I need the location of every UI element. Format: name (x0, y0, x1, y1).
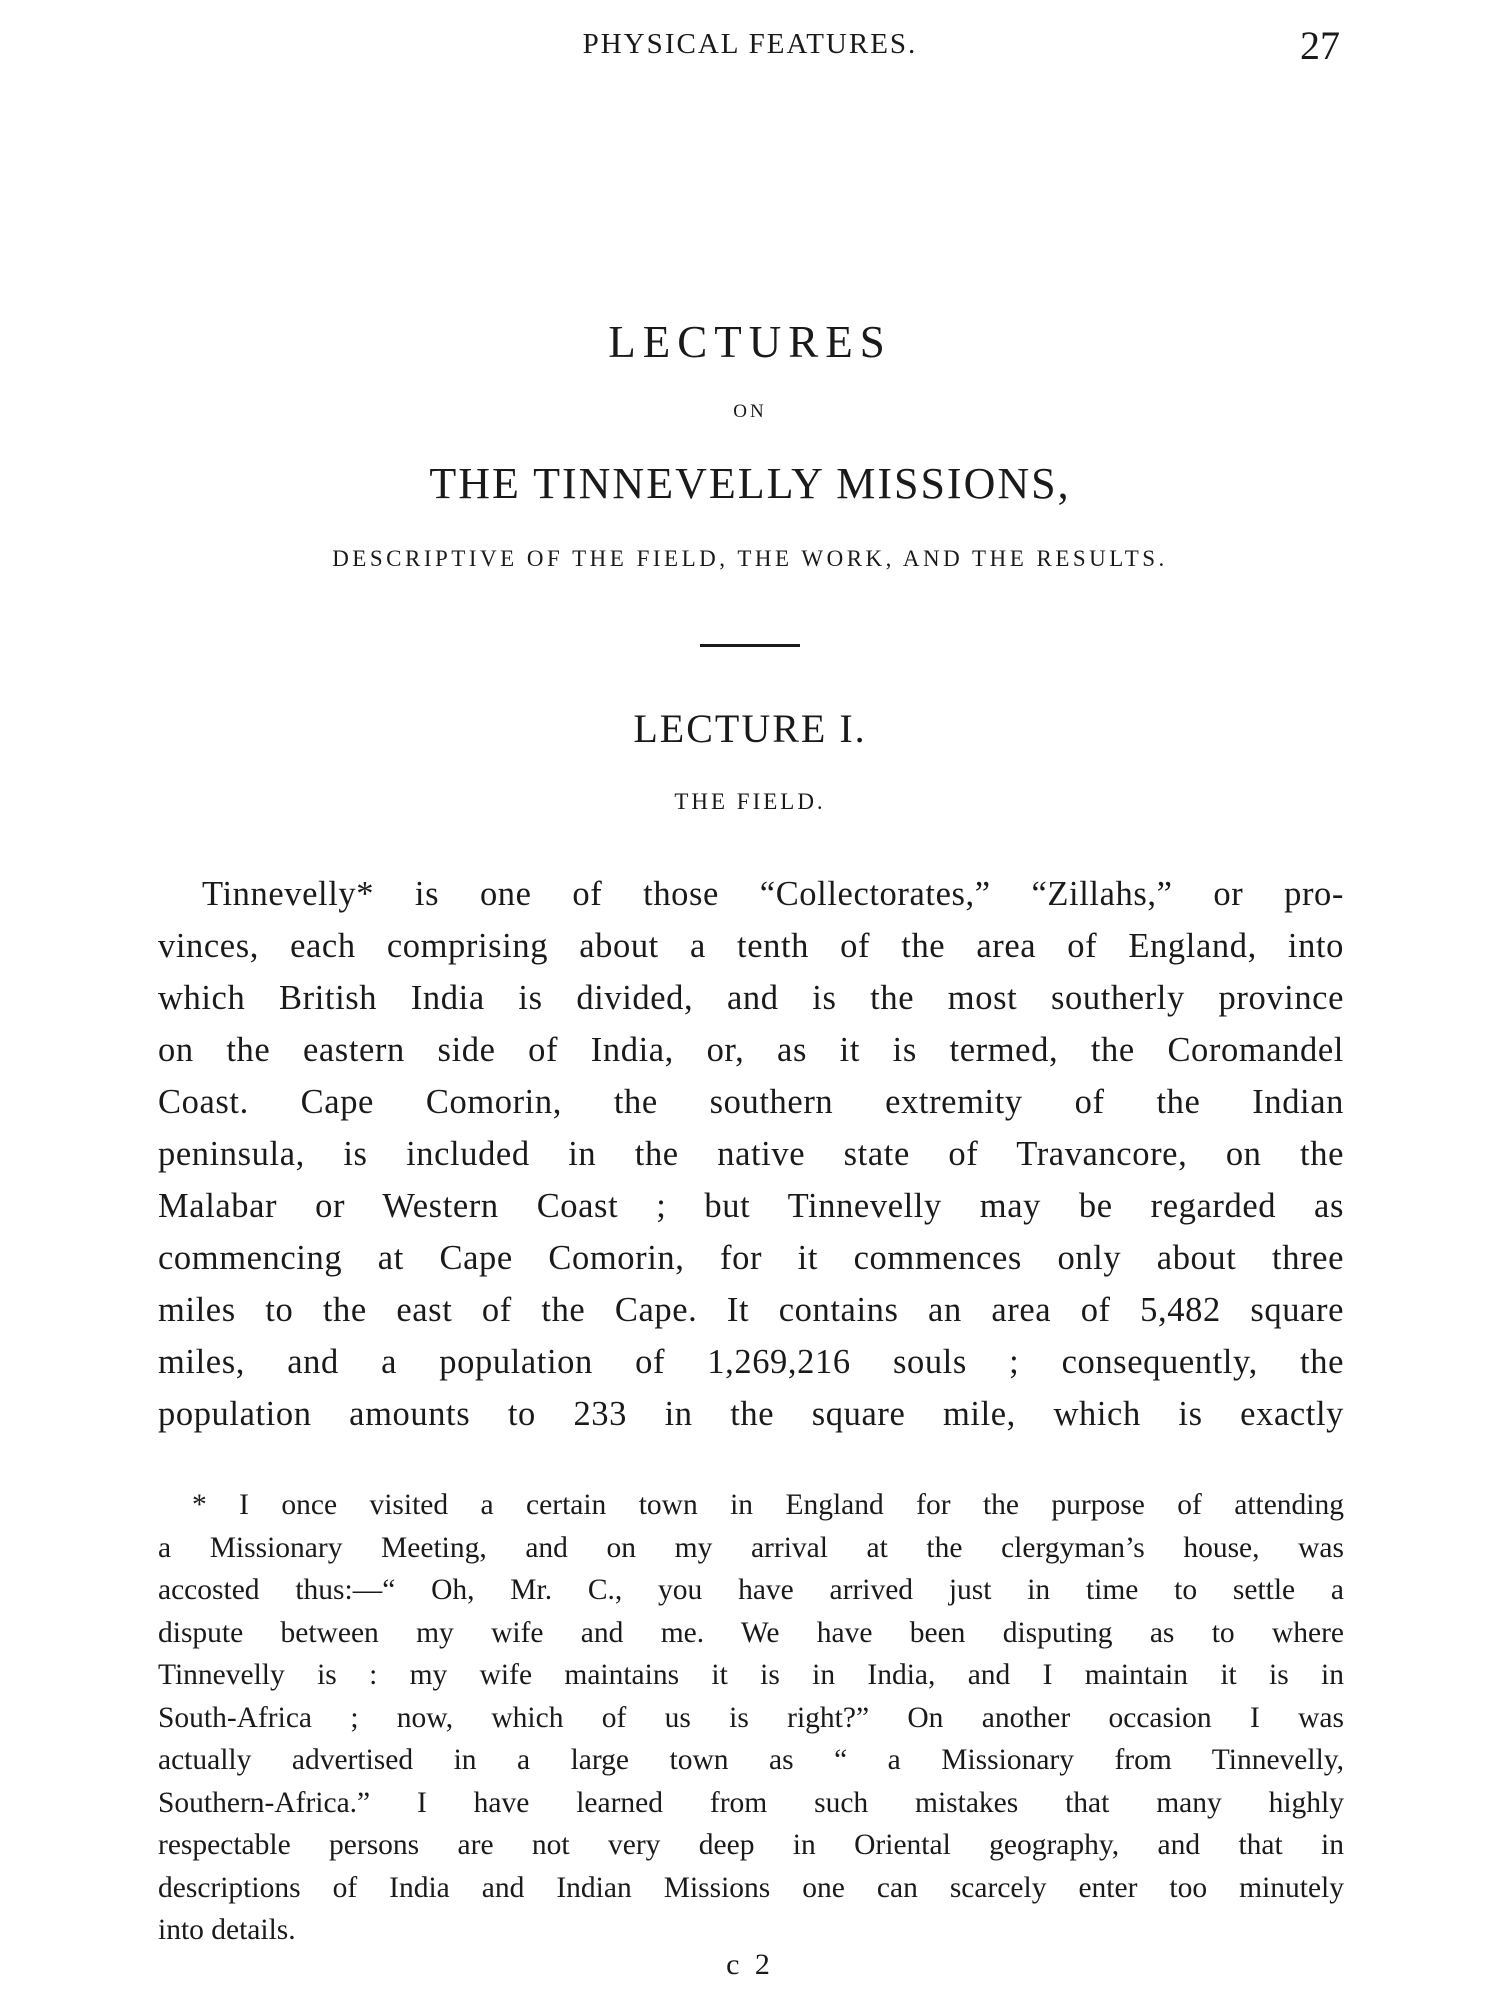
field-heading: THE FIELD. (674, 789, 826, 814)
body-line: Tinnevelly* is one of those “Collectorates,” “Zillahs,” or pro- (202, 875, 1344, 913)
footnote-line: accosted thus:—“ Oh, Mr. C., you have arrived just in time to settle a (158, 1574, 1344, 1606)
body-line: population amounts to 233 in the square mile, which is exactly (158, 1395, 1344, 1433)
footnote-line: into details. (158, 1914, 296, 1946)
lecture-heading: LECTURE I. (633, 706, 867, 751)
footnote-line: Southern-Africa.” I have learned from such mistakes that many highly (158, 1786, 1344, 1819)
body-line: miles, and a population of 1,269,216 souls ; consequently, the (158, 1343, 1344, 1381)
body-line: which British India is divided, and is the most southerly province (158, 979, 1344, 1017)
footnote-line: * I once visited a certain town in England for the purpose of attending (192, 1489, 1344, 1521)
body-line: Coast. Cape Comorin, the southern extremity of the Indian (158, 1083, 1344, 1121)
footnote-line: a Missionary Meeting, and on my arrival at the clergyman’s house, was (158, 1531, 1344, 1564)
signature-mark: c 2 (726, 1948, 774, 1981)
body-line: Malabar or Western Coast ; but Tinnevelly may be regarded as (158, 1187, 1344, 1225)
descriptive-subtitle: DESCRIPTIVE OF THE FIELD, THE WORK, AND THE RESULTS. (332, 546, 1168, 571)
footnote-line: actually advertised in a large town as “ a Missionary from Tinnevelly, (158, 1744, 1344, 1776)
footnote-line: dispute between my wife and me. We have been disputing as to where (158, 1616, 1344, 1649)
body-line: miles to the east of the Cape. It contains an area of 5,482 square (158, 1291, 1344, 1329)
body-paragraph (158, 868, 1344, 1440)
body-line: commencing at Cape Comorin, for it commences only about three (158, 1239, 1344, 1277)
on-text: ON (733, 401, 767, 422)
lectures-heading: LECTURES (608, 317, 892, 367)
title-block (160, 316, 1340, 817)
running-head (160, 22, 1340, 72)
footnote-line: South-Africa ; now, which of us is right?” On another occasion I was (158, 1701, 1344, 1734)
footnote-line: descriptions of India and Indian Missions one can scarcely enter too minutely (158, 1871, 1344, 1904)
section-rule (700, 644, 800, 647)
body-line: peninsula, is included in the native state of Travancore, on the (158, 1135, 1344, 1173)
footnote (158, 1484, 1344, 1952)
missions-heading: THE TINNEVELLY MISSIONS, (429, 459, 1071, 508)
footnote-line: respectable persons are not very deep in Oriental geography, and that in (158, 1829, 1344, 1861)
running-title: PHYSICAL FEATURES. (582, 28, 918, 60)
body-line: vinces, each comprising about a tenth of the area of England, into (158, 927, 1344, 965)
page-number: 27 (1300, 23, 1340, 68)
body-line: on the eastern side of India, or, as it is termed, the Coromandel (158, 1031, 1344, 1069)
footnote-line: Tinnevelly is : my wife maintains it is in India, and I maintain it is in (158, 1659, 1344, 1691)
